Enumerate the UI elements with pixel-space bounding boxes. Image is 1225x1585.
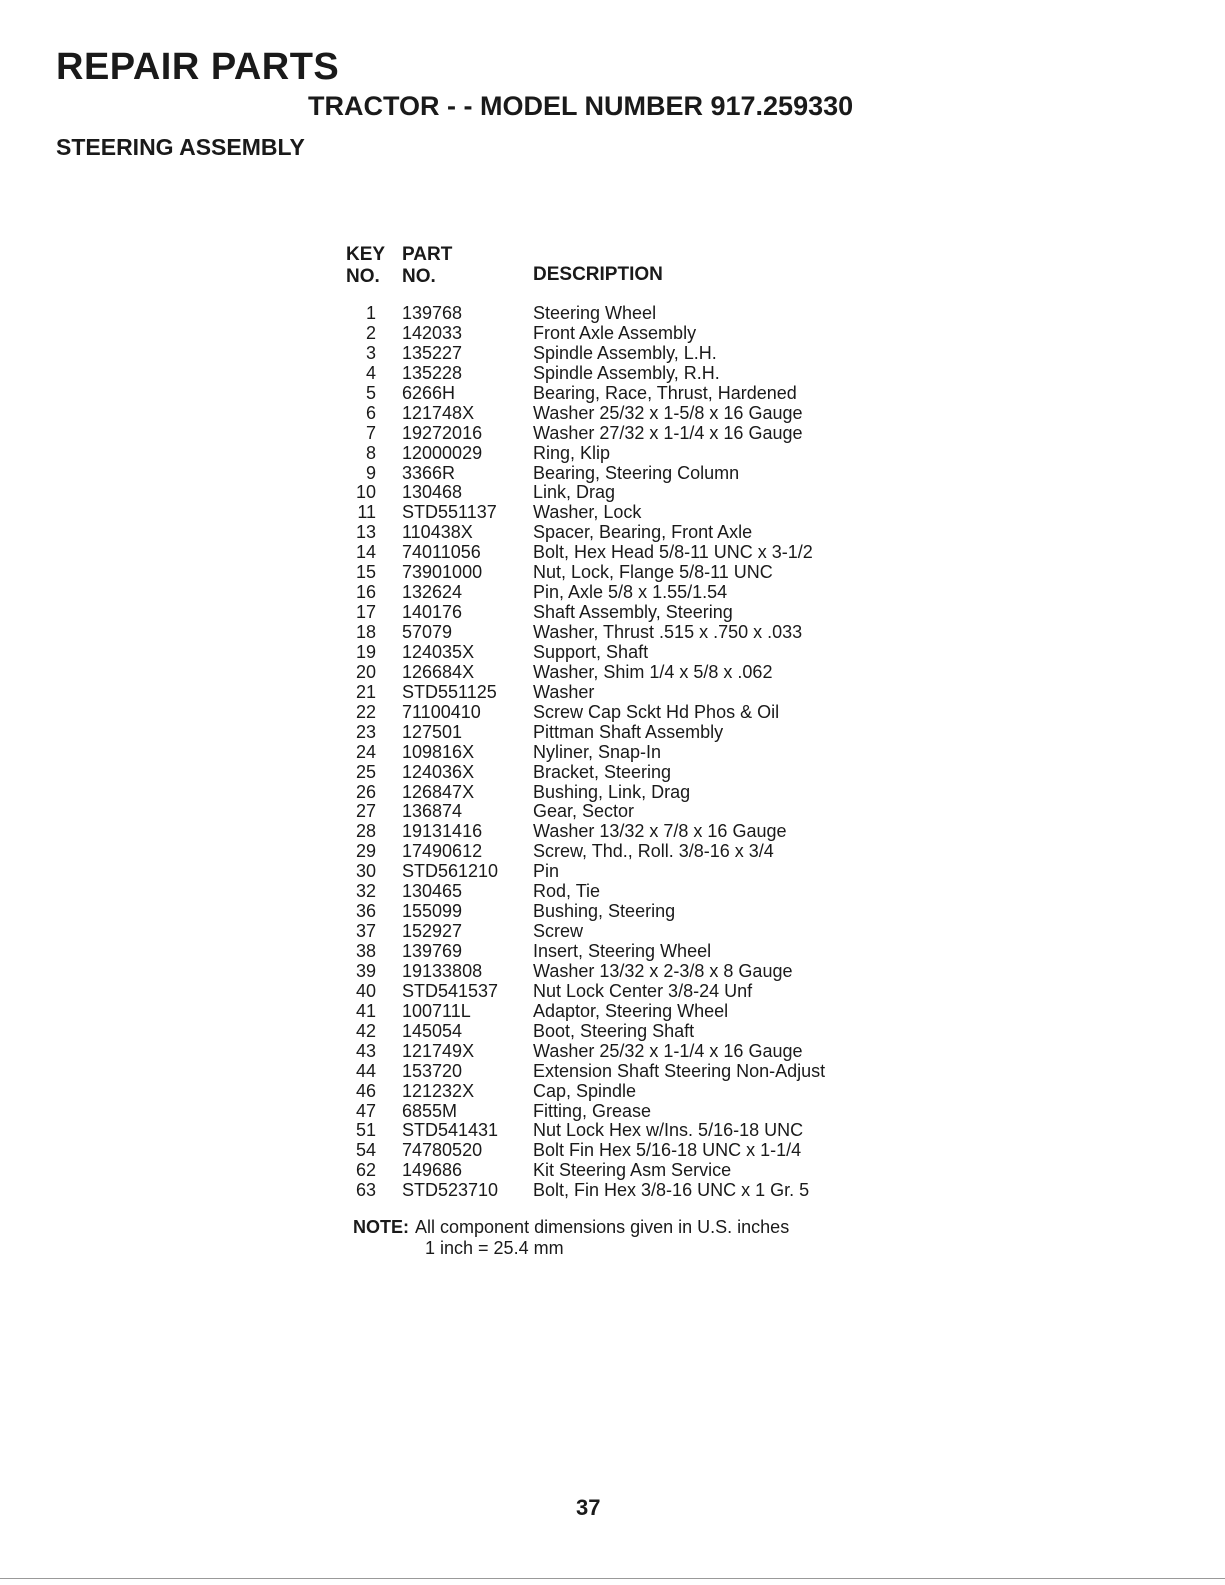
part-no-cell: 136874 (402, 801, 463, 822)
part-no-cell: 121748X (402, 402, 475, 423)
key-no-cell: 3 (365, 342, 376, 363)
key-no-header (346, 242, 402, 290)
key-no-cell: 2 (365, 322, 376, 343)
part-no-cell: 100711L (402, 1000, 471, 1021)
part-no-cell: 6266H (402, 382, 456, 403)
part-no-cell: STD551137 (402, 502, 497, 523)
key-no-cell: 29 (355, 841, 376, 862)
note-line-1: All component dimensions given in U.S. inches (415, 1217, 790, 1237)
key-no-cell: 11 (357, 502, 376, 523)
table-row (346, 623, 873, 643)
table-row (346, 603, 873, 623)
part-no-cell: 3366R (402, 462, 456, 483)
key-no-cell: 22 (355, 701, 376, 722)
key-no-cell: 7 (365, 422, 376, 443)
table-row (346, 563, 873, 583)
key-no-cell: 6 (365, 402, 376, 423)
table-row (346, 1141, 873, 1161)
model-heading: TRACTOR - - MODEL NUMBER 917.259330 (308, 91, 854, 121)
table-row (346, 1002, 873, 1022)
part-no-cell: 153720 (402, 1060, 463, 1081)
part-no-cell: 17490612 (402, 841, 483, 862)
part-no-cell: 12000029 (402, 442, 483, 463)
key-no-cell: 18 (355, 622, 376, 642)
description-cell: Bushing, Steering (533, 901, 676, 922)
key-no-cell: 62 (355, 1160, 376, 1181)
table-body (346, 304, 873, 1201)
part-no-cell: 73901000 (402, 562, 483, 583)
table-row (346, 942, 873, 962)
part-no-cell: 130468 (402, 482, 463, 503)
key-no-cell: 46 (355, 1080, 376, 1101)
table-row (346, 424, 873, 444)
description-cell: Link, Drag (533, 482, 616, 503)
description-cell: Screw, Thd., Roll. 3/8-16 x 3/4 (533, 841, 774, 862)
part-no-cell: 145054 (402, 1020, 463, 1041)
part-no-cell: 149686 (402, 1160, 463, 1181)
description-cell: Bearing, Race, Thrust, Hardened (533, 382, 797, 403)
key-no-cell: 51 (355, 1120, 376, 1141)
part-no-cell: STD523710 (402, 1180, 499, 1201)
description-cell: Nut, Lock, Flange 5/8-11 UNC (533, 562, 773, 583)
part-no-cell: STD541537 (402, 980, 499, 1001)
description-cell: Bolt Fin Hex 5/16-18 UNC x 1-1/4 (533, 1140, 802, 1161)
key-no-cell: 54 (355, 1140, 376, 1161)
table-row (346, 822, 873, 842)
key-no-cell: 37 (355, 921, 376, 942)
table-row (346, 683, 873, 703)
table-row (346, 723, 873, 743)
description-cell: Washer 13/32 x 7/8 x 16 Gauge (533, 821, 787, 842)
key-no-cell: 36 (355, 901, 376, 922)
table-row (346, 1181, 873, 1201)
key-no-cell: 15 (355, 562, 376, 583)
key-no-cell: 20 (355, 661, 376, 682)
table-row (346, 902, 873, 922)
table-row (346, 304, 873, 324)
part-no-header-line1: PART (402, 244, 453, 265)
part-no-cell: 19133808 (402, 960, 483, 981)
part-no-cell: 19272016 (402, 422, 483, 443)
key-no-cell: 19 (355, 641, 376, 662)
part-no-header (402, 242, 533, 290)
part-no-cell: 6855M (402, 1100, 458, 1121)
key-no-cell: 41 (355, 1000, 376, 1021)
parts-table (346, 242, 873, 1201)
table-row (346, 882, 873, 902)
table-header (346, 242, 873, 290)
table-row (346, 1022, 873, 1042)
part-no-header-line2: NO. (402, 266, 436, 287)
table-row (346, 982, 873, 1002)
description-cell: Pin (533, 861, 560, 882)
part-no-cell: 127501 (402, 721, 463, 742)
key-no-cell: 16 (355, 582, 376, 603)
part-no-cell: 19131416 (402, 821, 483, 842)
description-cell: Washer, Thrust .515 x .750 x .033 (533, 622, 803, 642)
description-cell: Washer (533, 681, 595, 702)
table-row (346, 324, 873, 344)
description-header: DESCRIPTION (533, 264, 663, 285)
description-cell: Washer, Shim 1/4 x 5/8 x .062 (533, 661, 773, 682)
description-cell: Support, Shaft (533, 641, 649, 662)
description-cell: Kit Steering Asm Service (533, 1160, 732, 1181)
description-cell: Bracket, Steering (533, 761, 672, 782)
description-cell: Insert, Steering Wheel (533, 941, 712, 961)
description-cell: Washer 13/32 x 2-3/8 x 8 Gauge (533, 960, 793, 981)
part-no-cell: 132624 (402, 582, 463, 603)
description-cell: Spindle Assembly, R.H. (533, 362, 720, 383)
description-cell: Washer 25/32 x 1-1/4 x 16 Gauge (533, 1040, 803, 1061)
key-no-cell: 13 (355, 522, 376, 543)
key-no-cell: 21 (355, 681, 376, 702)
table-row (346, 1062, 873, 1082)
description-cell: Cap, Spindle (533, 1080, 637, 1101)
table-row (346, 922, 873, 942)
table-row (346, 663, 873, 683)
description-cell: Bushing, Link, Drag (533, 781, 691, 802)
table-row (346, 543, 873, 563)
key-no-cell: 30 (355, 861, 376, 882)
description-cell: Spindle Assembly, L.H. (533, 342, 717, 363)
part-no-cell: STD551125 (402, 681, 497, 702)
table-row (346, 444, 873, 464)
key-no-cell: 43 (355, 1040, 376, 1061)
part-no-cell: 139769 (402, 941, 463, 961)
table-row (346, 404, 873, 424)
part-no-cell: STD541431 (402, 1120, 499, 1141)
key-no-cell: 5 (365, 382, 376, 403)
part-no-cell: 152927 (402, 921, 463, 942)
table-row (346, 1082, 873, 1102)
table-row (346, 842, 873, 862)
key-no-header-line1: KEY (346, 244, 386, 265)
part-no-cell: 71100410 (402, 701, 481, 722)
description-cell: Pittman Shaft Assembly (533, 721, 724, 742)
part-no-cell: 139768 (402, 303, 463, 323)
key-no-cell: 40 (355, 980, 376, 1001)
key-no-cell: 63 (355, 1180, 376, 1201)
description-cell: Nut Lock Center 3/8-24 Unf (533, 980, 753, 1001)
description-cell: Fitting, Grease (533, 1100, 652, 1121)
table-row (346, 1102, 873, 1122)
key-no-cell: 23 (355, 721, 376, 742)
key-no-cell: 32 (355, 881, 376, 902)
table-row (346, 643, 873, 663)
part-no-cell: 121749X (402, 1040, 475, 1061)
description-cell: Screw (533, 921, 584, 942)
table-row (346, 862, 873, 882)
description-cell: Shaft Assembly, Steering (533, 602, 733, 623)
part-no-cell: 130465 (402, 881, 463, 902)
part-no-cell: 110438X (402, 522, 473, 543)
key-no-header-line2: NO. (346, 266, 380, 287)
key-no-cell: 24 (355, 741, 376, 762)
table-row (346, 962, 873, 982)
description-cell: Bearing, Steering Column (533, 462, 740, 483)
table-row (346, 1121, 873, 1141)
key-no-cell: 9 (365, 462, 376, 483)
key-no-cell: 26 (355, 781, 376, 802)
part-no-cell: 57079 (402, 622, 453, 642)
table-row (346, 583, 873, 603)
part-no-cell: 74011056 (402, 542, 481, 563)
table-row (346, 523, 873, 543)
description-cell: Pin, Axle 5/8 x 1.55/1.54 (533, 582, 728, 603)
page-title: REPAIR PARTS (56, 46, 340, 88)
description-cell: Steering Wheel (533, 303, 657, 323)
description-cell: Extension Shaft Steering Non-Adjust (533, 1060, 826, 1081)
part-no-cell: 126847X (402, 781, 475, 802)
table-row (346, 1161, 873, 1181)
part-no-cell: 142033 (402, 322, 463, 343)
table-row (346, 344, 873, 364)
part-no-cell: 109816X (402, 741, 475, 762)
table-row (346, 703, 873, 723)
part-no-cell: 126684X (402, 661, 475, 682)
key-no-cell: 44 (355, 1060, 376, 1081)
key-no-cell: 25 (355, 761, 376, 782)
part-no-cell: 135228 (402, 362, 463, 383)
description-cell: Spacer, Bearing, Front Axle (533, 522, 753, 543)
table-row (346, 364, 873, 384)
note-line-2: 1 inch = 25.4 mm (425, 1238, 564, 1258)
part-no-cell: STD561210 (402, 861, 499, 882)
page-number: 37 (576, 1495, 601, 1520)
key-no-cell: 28 (355, 821, 376, 842)
key-no-cell: 4 (365, 362, 376, 383)
key-no-cell: 47 (355, 1100, 376, 1121)
section-title: STEERING ASSEMBLY (56, 134, 305, 160)
table-row (346, 483, 873, 503)
part-no-cell: 140176 (402, 602, 463, 623)
description-cell: Front Axle Assembly (533, 322, 697, 343)
table-row (346, 802, 873, 822)
part-no-cell: 155099 (402, 901, 463, 922)
table-row (346, 743, 873, 763)
part-no-cell: 124036X (402, 761, 475, 782)
table-row (346, 783, 873, 803)
description-cell: Washer 27/32 x 1-1/4 x 16 Gauge (533, 422, 803, 443)
table-row (346, 384, 873, 404)
description-cell: Gear, Sector (533, 801, 635, 822)
description-cell: Rod, Tie (533, 881, 601, 902)
part-no-cell: 135227 (402, 342, 463, 363)
table-row (346, 503, 873, 523)
part-no-cell: 124035X (402, 641, 475, 662)
note-label: NOTE: (353, 1217, 409, 1237)
description-cell: Bolt, Fin Hex 3/8-16 UNC x 1 Gr. 5 (533, 1180, 810, 1201)
bottom-rule (0, 1578, 1225, 1579)
table-row (346, 763, 873, 783)
key-no-cell: 39 (355, 960, 376, 981)
key-no-cell: 42 (355, 1020, 376, 1041)
description-cell: Bolt, Hex Head 5/8-11 UNC x 3-1/2 (533, 542, 813, 563)
description-cell: Washer 25/32 x 1-5/8 x 16 Gauge (533, 402, 803, 423)
description-cell: Adaptor, Steering Wheel (533, 1000, 729, 1021)
description-cell: Nut Lock Hex w/Ins. 5/16-18 UNC (533, 1120, 804, 1141)
table-row (346, 464, 873, 484)
key-no-cell: 17 (355, 602, 376, 623)
description-cell: Nyliner, Snap-In (533, 741, 662, 762)
key-no-cell: 10 (355, 482, 376, 503)
key-no-cell: 27 (355, 801, 376, 822)
table-row (346, 1042, 873, 1062)
description-cell: Screw Cap Sckt Hd Phos & Oil (533, 701, 780, 722)
key-no-cell: 38 (355, 941, 376, 961)
key-no-cell: 8 (365, 442, 376, 463)
note (353, 1217, 789, 1259)
key-no-cell: 14 (355, 542, 376, 563)
description-cell: Washer, Lock (533, 502, 642, 523)
part-no-cell: 121232X (402, 1080, 475, 1101)
description-cell: Boot, Steering Shaft (533, 1020, 695, 1041)
key-no-cell: 1 (365, 303, 376, 323)
part-no-cell: 74780520 (402, 1140, 483, 1161)
description-cell: Ring, Klip (533, 442, 611, 463)
